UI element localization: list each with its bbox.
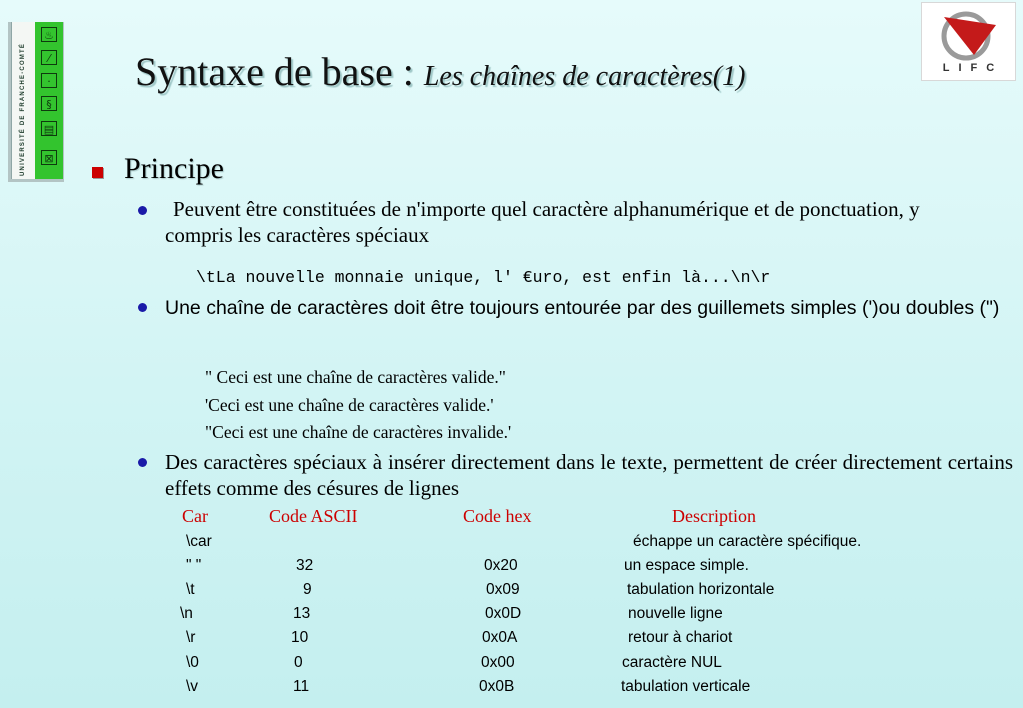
bullet-text-2: Une chaîne de caractères doit être toujours entourée par des guillemets simples (')ou doubles (") (165, 297, 1000, 319)
cell-car: \v (186, 678, 199, 695)
cell-ascii: 32 (296, 557, 314, 574)
slide-title-main: Syntaxe de base : (135, 49, 424, 94)
lifc-logo (921, 2, 1016, 81)
emblem-icon: ⁄ (41, 50, 57, 65)
cell-description: caractère NUL (622, 654, 722, 671)
cell-ascii: 11 (293, 678, 310, 695)
slide-title-sub: Les chaînes de caractères(1) (423, 61, 746, 92)
table-header-ascii: Code ASCII (269, 506, 358, 526)
square-bullet-icon (92, 167, 103, 178)
emblem-icon: · (41, 73, 57, 88)
string-example-1: " Ceci est une chaîne de caractères valide." (205, 367, 506, 387)
bullet-dot-icon (138, 458, 147, 467)
table-header-hex: Code hex (463, 506, 532, 526)
cell-ascii: 13 (293, 605, 311, 622)
cell-description: échappe un caractère spécifique. (633, 533, 862, 550)
emblem-icon: ▤ (41, 121, 57, 136)
cell-car: " " (186, 557, 202, 574)
university-logo-text: UNIVERSITÉ DE FRANCHE-COMTÉ (20, 42, 26, 176)
lifc-logo-text: LIFC (942, 62, 1004, 74)
cell-hex: 0x0A (482, 629, 518, 646)
table-header-description: Description (672, 506, 756, 526)
emblem-icon: § (41, 96, 57, 111)
cell-description: retour à chariot (628, 629, 733, 646)
string-example-3: "Ceci est une chaîne de caractères invalide.' (205, 422, 512, 442)
emblem-icon: ♨ (41, 27, 57, 42)
cell-description: nouvelle ligne (628, 605, 723, 622)
bullet-dot-icon (138, 206, 147, 215)
cell-car: \r (186, 629, 196, 646)
table-header-car: Car (182, 506, 208, 526)
string-example-2: 'Ceci est une chaîne de caractères valide.' (205, 395, 494, 415)
bullet-dot-icon (138, 303, 147, 312)
cell-ascii: 9 (303, 581, 312, 598)
cell-hex: 0x0D (485, 605, 522, 622)
section-heading: Principe (124, 152, 224, 185)
emblem-icon: ⊠ (41, 150, 57, 165)
university-logo-emblems (35, 22, 63, 179)
cell-hex: 0x09 (486, 581, 520, 598)
cell-description: tabulation horizontale (627, 581, 775, 598)
cell-car: \0 (186, 654, 199, 671)
bullet-text-1: Peuvent être constituées de n'importe quel caractère alphanumérique et de ponctuation, y compris les caractères spéciaux (165, 197, 920, 247)
cell-car: \t (186, 581, 195, 598)
slide-title (135, 48, 745, 95)
cell-ascii: 10 (291, 629, 309, 646)
code-example: \tLa nouvelle monnaie unique, l' €uro, est enfin là...\n\r (196, 268, 771, 287)
cell-hex: 0x0B (479, 678, 515, 695)
cell-description: tabulation verticale (621, 678, 751, 695)
cell-car: \n (180, 605, 193, 622)
lifc-emblem-icon (922, 3, 1015, 63)
cell-hex: 0x00 (481, 654, 515, 671)
bullet-text-3: Des caractères spéciaux à insérer directement dans le texte, permettent de créer directement certains effets comme des césures de lignes (165, 450, 1013, 500)
cell-ascii: 0 (294, 654, 303, 671)
cell-car: \car (186, 533, 212, 550)
cell-description: un espace simple. (624, 557, 749, 574)
cell-hex: 0x20 (484, 557, 518, 574)
